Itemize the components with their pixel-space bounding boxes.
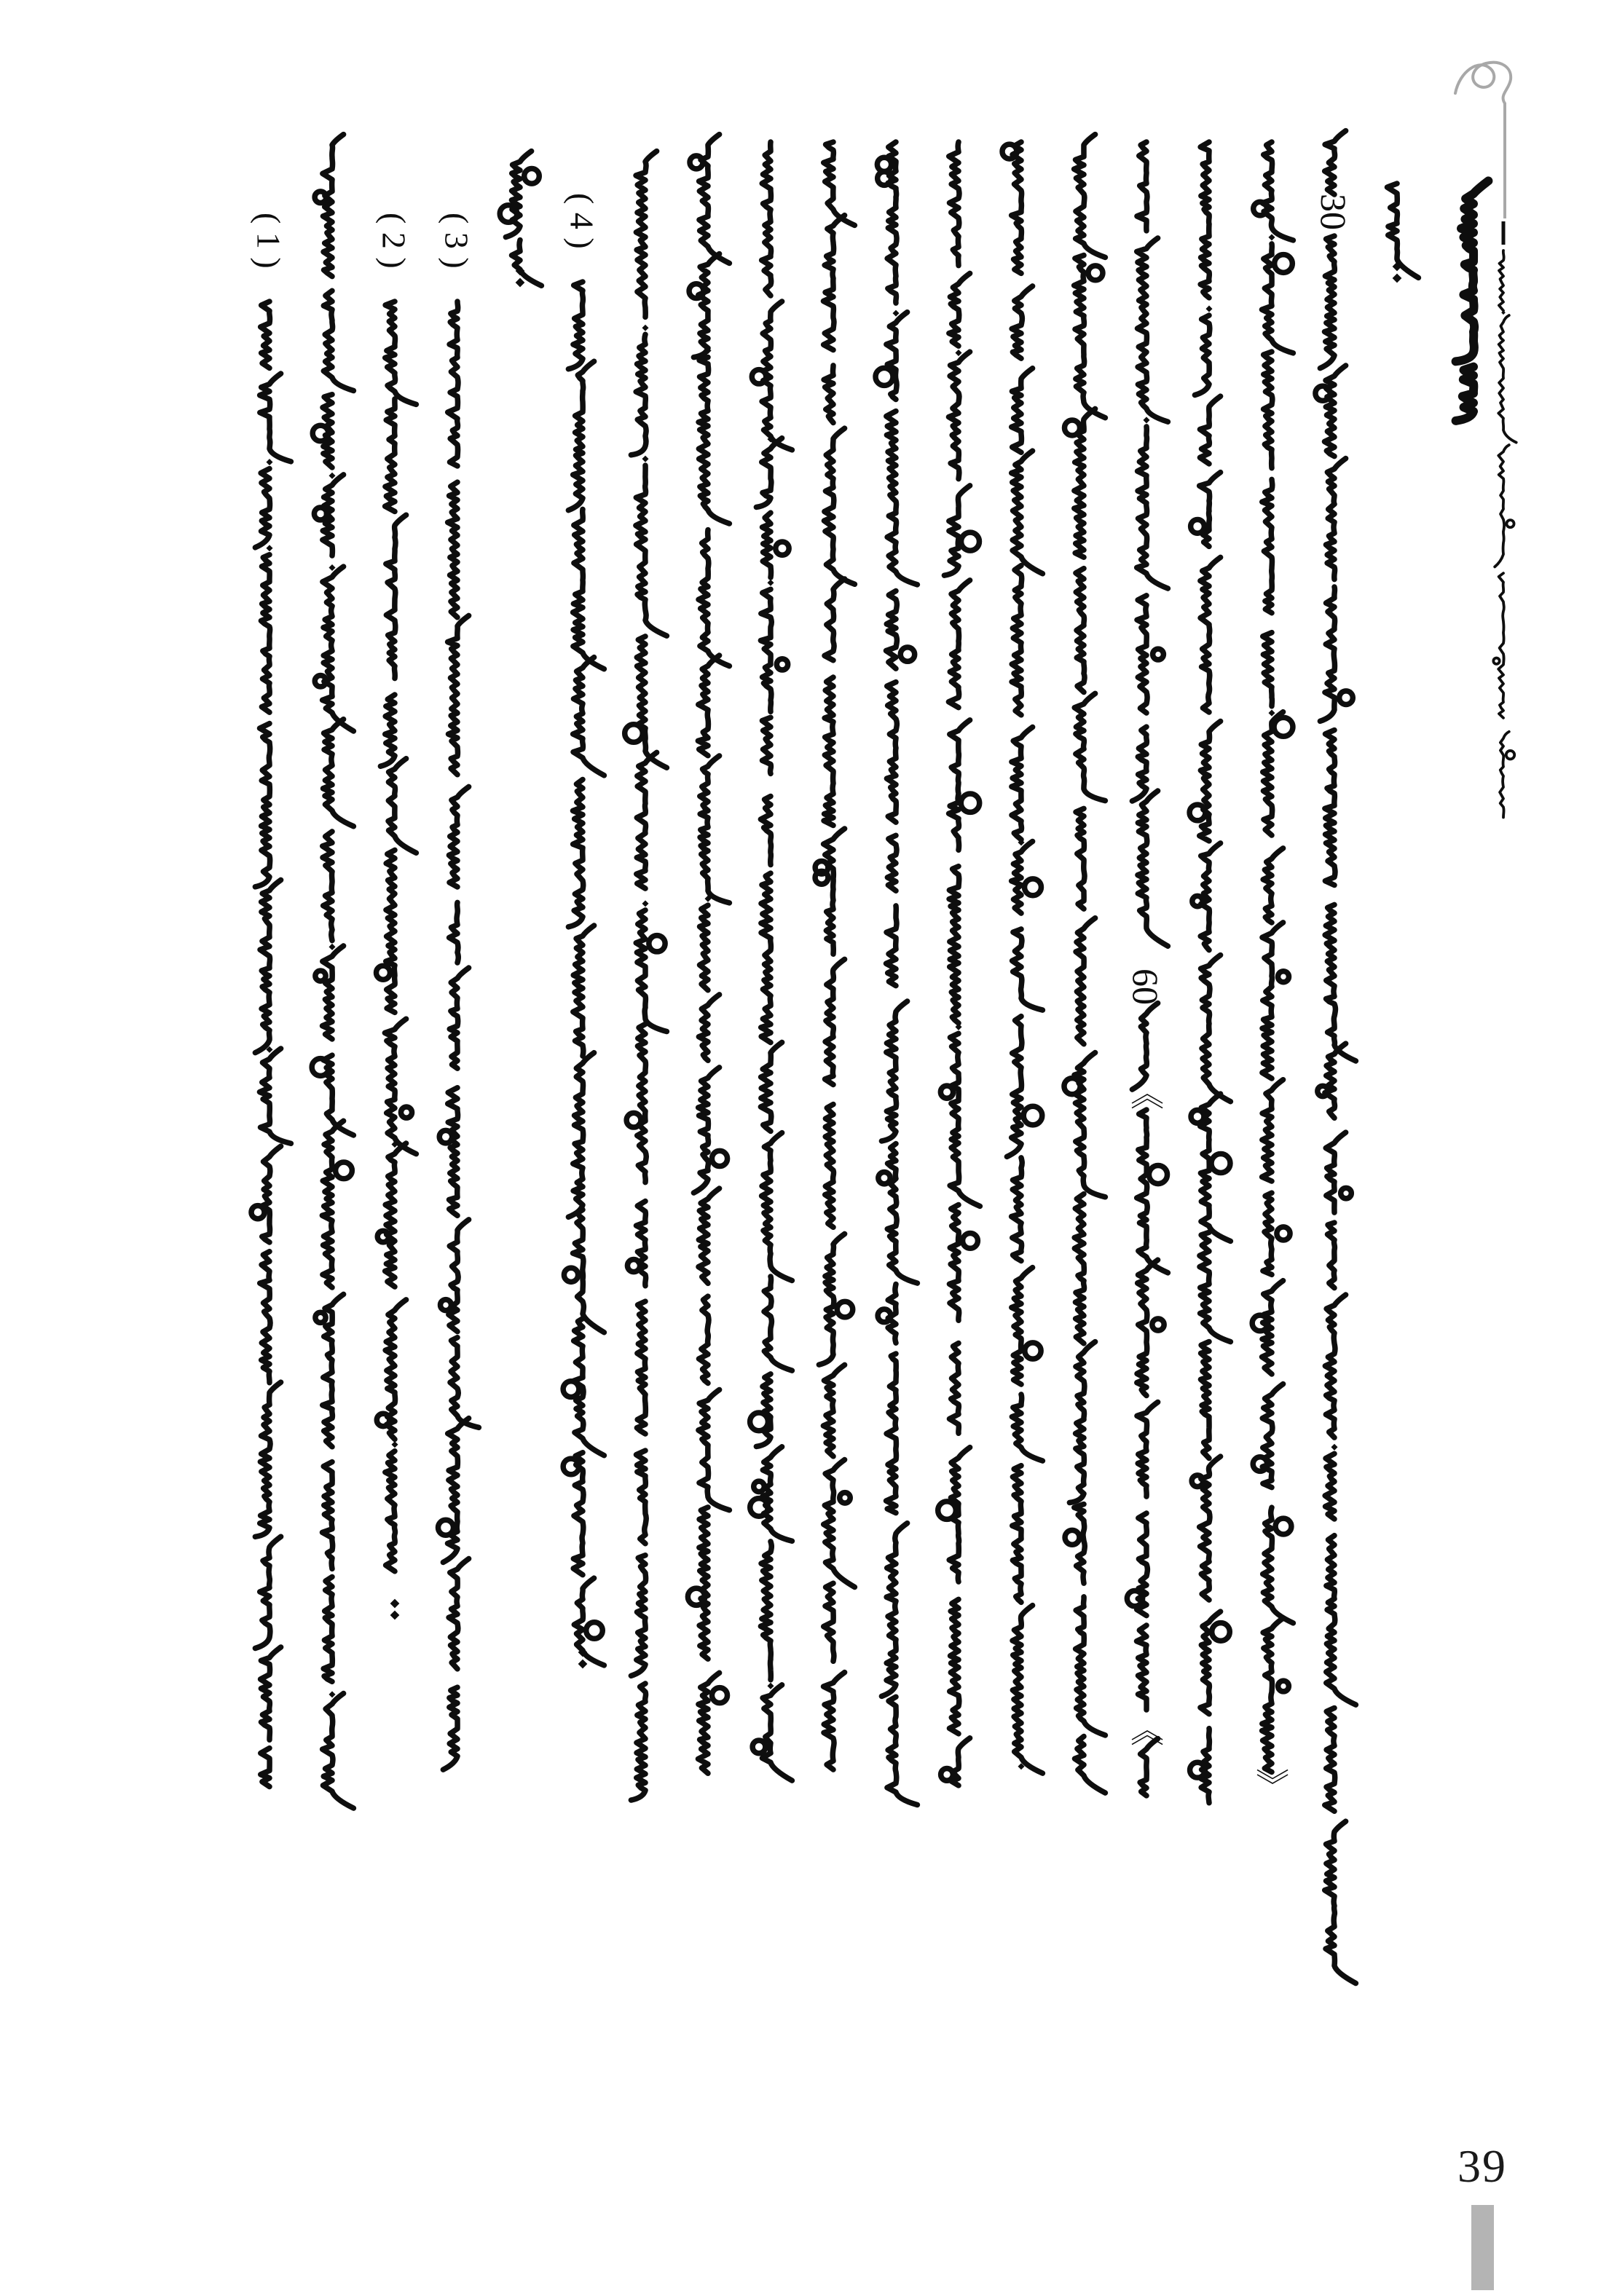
numeral-60 <box>1125 968 1166 1005</box>
svg-text:( 2 ): ( 2 ) <box>375 213 413 269</box>
item-marker-1 <box>250 213 287 269</box>
svg-text:( 1 ): ( 1 ) <box>250 213 288 269</box>
svg-text:( 4 ): ( 4 ) <box>563 193 601 249</box>
text-column-k18 <box>1387 184 1418 283</box>
text-column-k0 <box>250 213 291 1787</box>
text-column-k12 <box>1002 142 1042 1773</box>
text-column-k16 <box>1252 142 1293 1802</box>
text-column-k13 <box>1064 135 1105 1793</box>
text-column-k4 <box>500 151 541 288</box>
text-column-k2 <box>375 213 416 1620</box>
page-number: 39 <box>1457 2140 1507 2192</box>
svg-text:30: 30 <box>1313 194 1354 230</box>
text-column-k5 <box>563 193 604 1668</box>
svg-text:( 3 ): ( 3 ) <box>438 213 476 269</box>
numeral-30 <box>1313 194 1354 230</box>
text-column-k1 <box>312 135 353 1808</box>
item-marker-2 <box>375 213 412 269</box>
quote-close-mark <box>1252 1768 1289 1802</box>
attribution-column <box>1493 221 1516 818</box>
quote-open-mark <box>1127 1076 1164 1110</box>
text-column-k11 <box>938 142 980 1786</box>
text-column-k15 <box>1189 142 1230 1803</box>
text-column-k14 <box>1125 142 1168 1796</box>
text-column-k3 <box>438 213 479 1770</box>
svg-text:》: 》 <box>1252 1768 1290 1802</box>
svg-text:《: 《 <box>1127 1713 1165 1746</box>
page-number-bar <box>1471 2205 1494 2290</box>
text-column-k17 <box>1313 131 1356 1984</box>
text-column-k10 <box>876 142 917 1804</box>
text-column-k6 <box>625 151 667 1800</box>
source-title-column <box>1456 181 1489 420</box>
svg-text:《: 《 <box>1127 1076 1165 1110</box>
item-marker-3 <box>438 213 475 269</box>
text-column-k8 <box>750 142 792 1780</box>
svg-text:60: 60 <box>1125 968 1166 1005</box>
text-column-k7 <box>688 135 729 1774</box>
text-column-k9 <box>815 142 854 1770</box>
item-marker-4 <box>563 193 600 249</box>
